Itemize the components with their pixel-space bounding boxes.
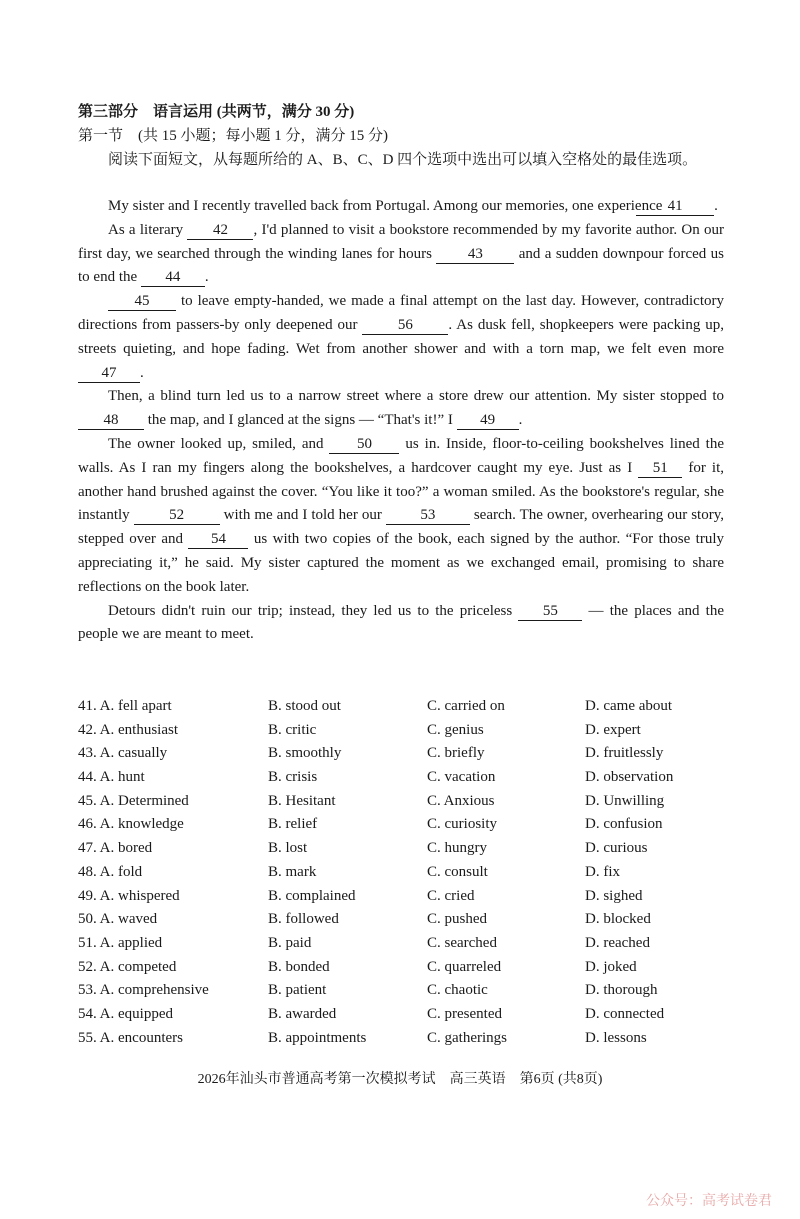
option-c: C. briefly xyxy=(427,745,485,762)
option-c: C. quarreled xyxy=(427,958,502,975)
option-row-47 xyxy=(78,840,728,864)
option-b: B. appointments xyxy=(268,1029,367,1046)
option-d: D. lessons xyxy=(585,1029,647,1046)
option-a: 44. A. hunt xyxy=(78,769,145,786)
option-b: B. followed xyxy=(268,911,339,928)
option-a: 54. A. equipped xyxy=(78,1005,173,1022)
option-row-46 xyxy=(78,816,728,840)
blank-46: 56 xyxy=(362,317,448,335)
blank-52: 52 xyxy=(134,507,220,525)
option-b: B. awarded xyxy=(268,1005,337,1022)
option-d: D. thorough xyxy=(585,982,658,999)
option-b: B. Hesitant xyxy=(268,792,336,809)
blank-49: 49 xyxy=(457,412,519,430)
option-row-54 xyxy=(78,1006,728,1030)
option-b: B. smoothly xyxy=(268,745,342,762)
option-d: D. connected xyxy=(585,1005,665,1022)
option-row-44 xyxy=(78,769,728,793)
paragraph-3: 45 to leave empty-handed, we made a final attempt on the last day. However, contradictory directions from passers-by only deepened our 56 . As dusk fell, shopkeepers were packing up, streets quieting, and hope fading. Wet from another shower and with a torn map, we felt even more 47 . xyxy=(78,293,725,381)
option-a: 45. A. Determined xyxy=(78,792,189,809)
blank-50: 50 xyxy=(329,436,399,454)
blank-55: 55 xyxy=(518,603,582,621)
option-a: 47. A. bored xyxy=(78,840,153,857)
option-d: D. Unwilling xyxy=(585,792,665,809)
option-a: 49. A. whispered xyxy=(78,887,180,904)
option-c: C. pushed xyxy=(427,911,487,928)
blank-41: 41 xyxy=(636,198,714,216)
option-row-49 xyxy=(78,888,728,912)
option-row-48 xyxy=(78,864,728,888)
option-d: D. blocked xyxy=(585,911,651,928)
option-a: 46. A. knowledge xyxy=(78,816,184,833)
option-c: C. searched xyxy=(427,934,497,951)
option-row-52 xyxy=(78,959,728,983)
option-row-41 xyxy=(78,698,728,722)
option-c: C. presented xyxy=(427,1005,502,1022)
option-b: B. complained xyxy=(268,887,356,904)
option-d: D. curious xyxy=(585,840,648,857)
cloze-passage xyxy=(78,195,724,647)
option-d: D. came about xyxy=(585,698,673,714)
option-a: 42. A. enthusiast xyxy=(78,721,178,738)
watermark: 公众号：高考试卷君 xyxy=(646,1193,772,1209)
option-row-50 xyxy=(78,911,728,935)
blank-48: 48 xyxy=(78,412,144,430)
option-c: C. genius xyxy=(427,721,484,738)
option-row-45 xyxy=(78,793,728,817)
option-c: C. chaotic xyxy=(427,982,488,999)
option-d: D. observation xyxy=(585,769,674,786)
part-title: 第三部分 语言运用 (共两节，满分 30 分) xyxy=(78,104,355,120)
blank-51: 51 xyxy=(638,460,682,478)
paragraph-6: Detours didn't ruin our trip; instead, they led us to the priceless 55 — the places and the people we are meant to meet. xyxy=(78,602,724,643)
option-d: D. joked xyxy=(585,958,637,975)
paragraph-1: My sister and I recently travelled back from Portugal. Among our memories, one experience 41 . xyxy=(108,198,718,214)
option-c: C. Anxious xyxy=(427,792,495,809)
option-b: B. critic xyxy=(268,721,317,738)
option-b: B. bonded xyxy=(268,958,330,975)
option-row-43 xyxy=(78,745,728,769)
option-row-42 xyxy=(78,722,728,746)
instruction: 阅读下面短文，从每题所给的 A、B、C、D 四个选项中选出可以填入空格处的最佳选项。 xyxy=(108,152,698,168)
option-c: C. cried xyxy=(427,887,475,904)
paragraph-2: As a literary 42 , I'd planned to visit a bookstore recommended by my favorite author. On our first day, we searched through the winding lanes for hours 43 and a sudden downpour forced us to end the 44 . xyxy=(78,221,724,286)
blank-44: 44 xyxy=(141,269,205,287)
option-c: C. consult xyxy=(427,863,488,880)
blank-43: 43 xyxy=(436,246,514,264)
option-d: D. expert xyxy=(585,721,641,738)
option-b: B. mark xyxy=(268,863,317,880)
option-b: B. stood out xyxy=(268,698,341,714)
page-footer: 2026年汕头市普通高考第一次模拟考试 高三英语 第6页 (共8页) xyxy=(197,1072,603,1087)
option-a: 52. A. competed xyxy=(78,958,177,975)
blank-54: 54 xyxy=(188,531,248,549)
option-a: 51. A. applied xyxy=(78,934,163,951)
blank-42: 42 xyxy=(187,222,253,240)
option-d: D. fruitlessly xyxy=(585,745,664,762)
option-c: C. carried on xyxy=(427,698,505,714)
option-row-55 xyxy=(78,1030,728,1054)
option-row-53 xyxy=(78,982,728,1006)
option-b: B. paid xyxy=(268,934,312,951)
option-c: C. vacation xyxy=(427,769,496,786)
blank-53: 53 xyxy=(386,507,470,525)
answer-options xyxy=(78,698,728,1053)
option-d: D. fix xyxy=(585,863,620,880)
blank-45: 45 xyxy=(108,293,176,311)
option-c: C. curiosity xyxy=(427,816,497,833)
option-a: 50. A. waved xyxy=(78,911,158,928)
paragraph-4: Then, a blind turn led us to a narrow street where a store drew our attention. My sister stopped to 48 the map, and I glanced at the signs — “That's it!” I 49 . xyxy=(78,385,724,433)
option-c: C. hungry xyxy=(427,840,487,857)
option-c: C. gatherings xyxy=(427,1029,507,1046)
option-b: B. relief xyxy=(268,816,318,833)
option-b: B. lost xyxy=(268,840,308,857)
option-b: B. patient xyxy=(268,982,327,999)
option-a: 41. A. fell apart xyxy=(78,698,172,714)
option-a: 43. A. casually xyxy=(78,745,168,762)
section-title: 第一节 (共 15 小题；每小题 1 分，满分 15 分) xyxy=(78,128,388,144)
blank-47: 47 xyxy=(78,365,140,383)
option-a: 55. A. encounters xyxy=(78,1029,183,1046)
option-b: B. crisis xyxy=(268,769,318,786)
option-d: D. confusion xyxy=(585,816,663,833)
option-a: 48. A. fold xyxy=(78,863,143,880)
option-a: 53. A. comprehensive xyxy=(78,982,209,999)
option-d: D. sighed xyxy=(585,887,643,904)
paragraph-5: The owner looked up, smiled, and 50 us in. Inside, floor-to-ceiling bookshelves lined the walls. As I ran my fingers along the bookshelves, a hardcover caught my eye. Just as I 51 for it, another hand brushed against the cover. “You like it too?” a woman smiled. As the bookstore's regular, she instantly 52 with me and I told her our 53 search. The owner, overhearing our story, stepped over and 54 us with two copies of the book, each signed by the author. “For those truly appreciating it,” he said. My sister captured the moment as we exchanged email, promising to share reflections on the book later. xyxy=(78,435,724,595)
option-row-51 xyxy=(78,935,728,959)
option-d: D. reached xyxy=(585,934,650,951)
